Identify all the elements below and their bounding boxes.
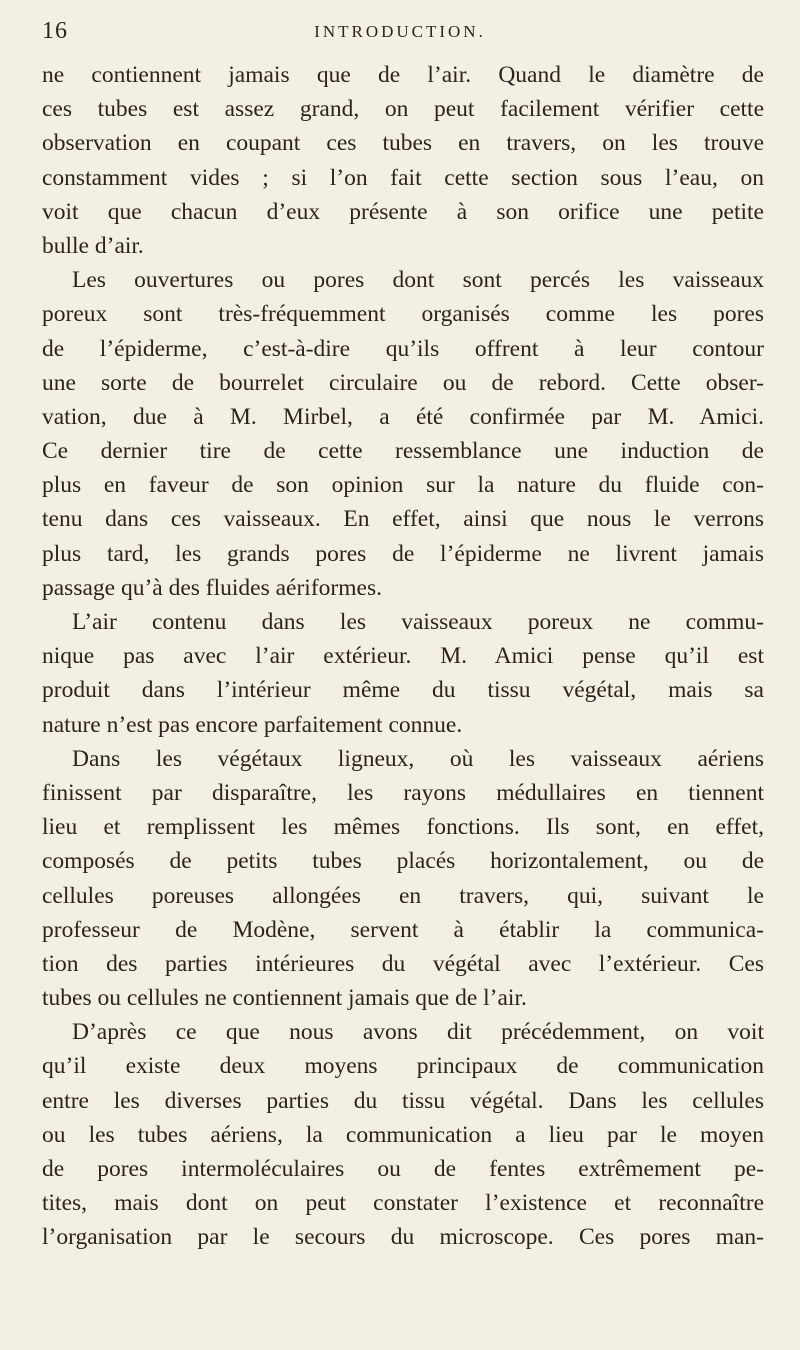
text-line: une sorte de bourrelet circulaire ou de rebord. Cette obser- [42,369,764,396]
text-line: cellules poreuses allongées en travers, qui, suivant le [42,882,764,909]
running-title: INTRODUCTION. [314,22,486,41]
text-line: tubes ou cellules ne contiennent jamais que de l’air. [42,985,527,1012]
running-head [42,18,758,52]
text-line: D’après ce que nous avons dit précédemment, on voit [72,1019,764,1046]
text-line: voit que chacun d’eux présente à son orifice une petite [42,198,764,225]
text-line: plus tard, les grands pores de l’épiderme ne livrent jamais [42,540,764,567]
text-line: tion des parties intérieures du végétal avec l’extérieur. Ces [42,950,764,977]
text-line: nique pas avec l’air extérieur. M. Amici pense qu’il est [42,643,764,670]
text-line: tenu dans ces vaisseaux. En effet, ainsi que nous le verrons [42,506,764,533]
text-line: plus en faveur de son opinion sur la nature du fluide con- [42,472,764,499]
text-line: composés de petits tubes placés horizontalement, ou de [42,848,764,875]
text-line: Ce dernier tire de cette ressemblance une induction de [42,438,764,465]
body-text [42,58,764,1255]
text-line: tites, mais dont on peut constater l’existence et reconnaître [42,1190,764,1217]
text-line: observation en coupant ces tubes en travers, on les trouve [42,130,764,157]
text-line: produit dans l’intérieur même du tissu végétal, mais sa [42,677,764,704]
text-line: qu’il existe deux moyens principaux de communication [42,1053,764,1080]
text-line: lieu et remplissent les mêmes fonctions. Ils sont, en effet, [42,814,764,841]
page-number: 16 [42,18,68,44]
text-line: Dans les végétaux ligneux, où les vaisseaux aériens [72,745,764,772]
text-line: de pores intermoléculaires ou de fentes extrêmement pe- [42,1156,764,1182]
text-line: passage qu’à des fluides aériformes. [42,574,382,601]
text-line: entre les diverses parties du tissu végétal. Dans les cellules [42,1087,764,1114]
text-line: L’air contenu dans les vaisseaux poreux ne commu- [72,609,764,635]
text-line: bulle d’air. [42,232,144,259]
text-line: Les ouvertures ou pores dont sont percés les vaisseaux [72,267,764,294]
text-line: ne contiennent jamais que de l’air. Quand le diamètre de [42,62,764,88]
text-line: poreux sont très-fréquemment organisés comme les pores [42,301,764,328]
text-line: vation, due à M. Mirbel, a été confirmée par M. Amici. [42,403,764,430]
text-line: ou les tubes aériens, la communication a lieu par le moyen [42,1121,764,1148]
text-line: constamment vides ; si l’on fait cette section sous l’eau, on [42,164,764,191]
text-line: finissent par disparaître, les rayons médullaires en tiennent [42,779,764,806]
text-line: nature n’est pas encore parfaitement connue. [42,711,463,738]
text-line: de l’épiderme, c’est-à-dire qu’ils offrent à leur contour [42,335,764,362]
text-line: ces tubes est assez grand, on peut facilement vérifier cette [42,96,764,123]
text-line: l’organisation par le secours du microscope. Ces pores man- [42,1224,764,1251]
text-line: professeur de Modène, servent à établir la communica- [42,916,764,943]
